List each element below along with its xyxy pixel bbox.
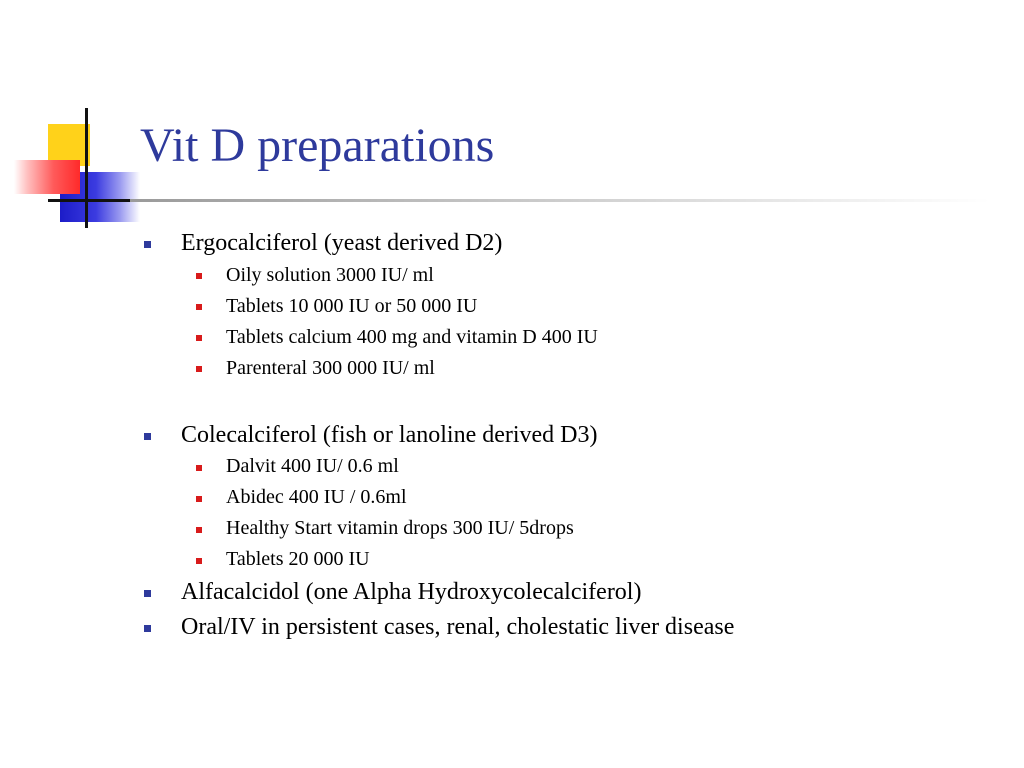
level1-bullet-icon [144, 590, 151, 597]
level2-bullet-icon [196, 335, 202, 341]
sub-bullet: Tablets calcium 400 mg and vitamin D 400 IU [226, 326, 598, 348]
level1-bullet-icon [144, 433, 151, 440]
bullet-colecalciferol: Colecalciferol (fish or lanoline derived D3) [181, 422, 598, 448]
level1-bullet-icon [144, 241, 151, 248]
sub-bullet: Tablets 20 000 IU [226, 548, 370, 570]
bullet-alfacalcidol: Alfacalcidol (one Alpha Hydroxycolecalciferol) [181, 579, 642, 605]
sub-bullet: Healthy Start vitamin drops 300 IU/ 5drops [226, 517, 574, 539]
level2-bullet-icon [196, 527, 202, 533]
sub-bullet: Parenteral 300 000 IU/ ml [226, 357, 435, 379]
sub-bullet: Dalvit 400 IU/ 0.6 ml [226, 455, 399, 477]
level2-bullet-icon [196, 465, 202, 471]
sub-bullet: Tablets 10 000 IU or 50 000 IU [226, 295, 478, 317]
level2-bullet-icon [196, 273, 202, 279]
level2-bullet-icon [196, 304, 202, 310]
level2-bullet-icon [196, 366, 202, 372]
level2-bullet-icon [196, 558, 202, 564]
bullet-oral-iv: Oral/IV in persistent cases, renal, cholestatic liver disease [181, 614, 735, 640]
sub-bullet: Oily solution 3000 IU/ ml [226, 264, 434, 286]
level2-bullet-icon [196, 496, 202, 502]
bullet-ergocalciferol: Ergocalciferol (yeast derived D2) [181, 230, 503, 256]
slide-title: Vit D preparations [140, 119, 495, 172]
sub-bullet: Abidec 400 IU / 0.6ml [226, 486, 407, 508]
level1-bullet-icon [144, 625, 151, 632]
